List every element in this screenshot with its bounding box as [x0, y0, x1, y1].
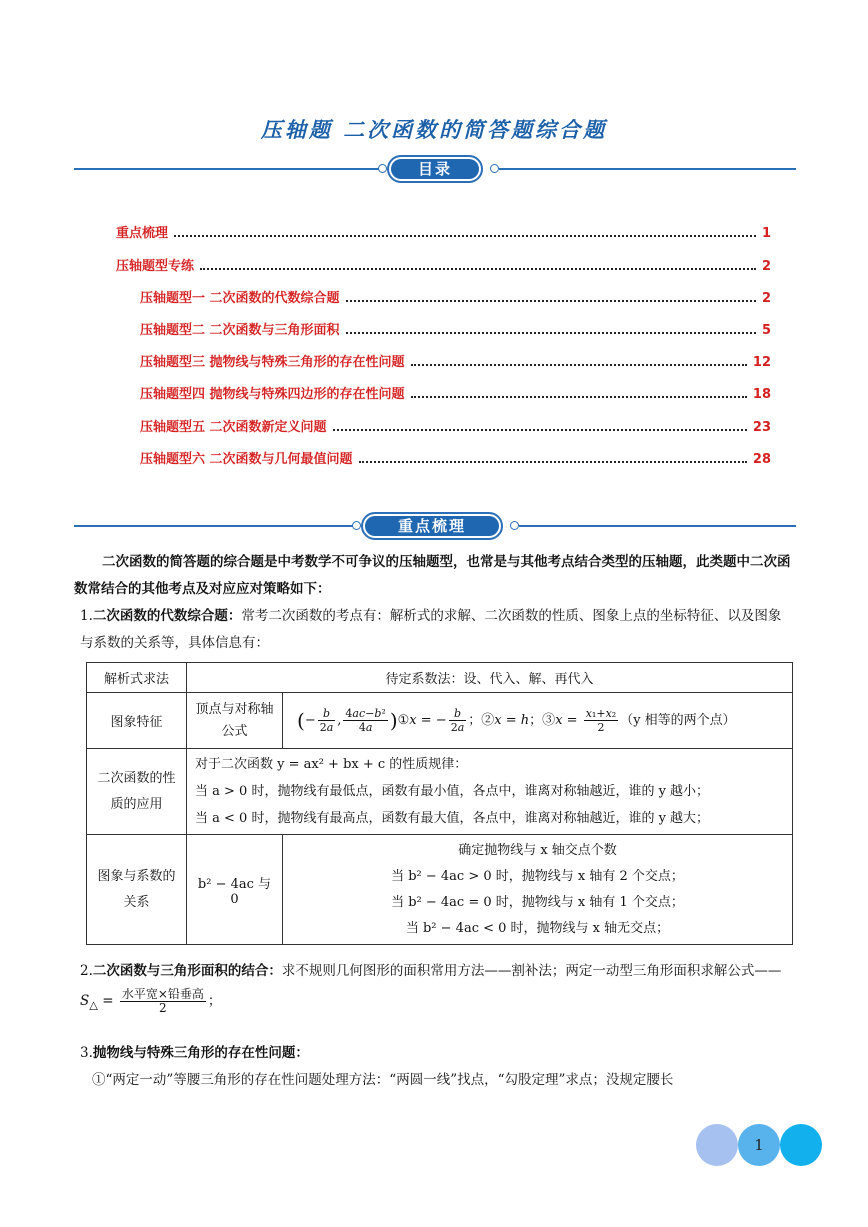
toc-banner	[74, 157, 796, 181]
toc-entry[interactable]: 重点梳理 1	[116, 226, 771, 241]
vertex-formula: (− $\frac{b}{2a}$ , $\frac{\text{4ac−b²}}{4a}$ )①x = − $\frac{b}{2a}$ ；②x = h；③x = $\frac{\text{x₁+x₂}}{2}$ （y 相等的两个点）	[283, 693, 793, 749]
table-cell-value: 对于二次函数 y = ax² + bx + c 的性质规律： 当 a > 0 时，抛物线有最低点，函数有最小值，各点中，谁离对称轴越近，谁的 y 越小； 当 a < 0 时，抛物线有最高点，函数有最大值，各点中，谁离对称轴越近，谁的 y 越大；	[187, 749, 793, 835]
toc-entry[interactable]: 压轴题型专练 2	[116, 259, 771, 274]
table-cell-sub: 顶点与对称轴公式	[187, 693, 283, 749]
item-heading: 二次函数与三角形面积的结合：	[92, 963, 282, 979]
table-cell-value: 待定系数法：设、代入、解、再代入	[187, 663, 793, 693]
item-number: 2.	[80, 963, 93, 979]
table-cell-value: 确定抛物线与 x 轴交点个数 当 b² − 4ac > 0 时，抛物线与 x 轴有 2 个交点； 当 b² − 4ac = 0 时，抛物线与 x 轴有 1 个交点； 当 b² − 4ac < 0 时，抛物线与 x 轴无交点；	[283, 835, 793, 945]
toc-banner-label: 目录	[391, 159, 479, 179]
toc-entry[interactable]: 压轴题型三 抛物线与特殊三角形的存在性问题 12	[140, 355, 771, 370]
toc-entry[interactable]: 压轴题型二 二次函数与三角形面积 5	[140, 323, 771, 338]
item-heading: 抛物线与特殊三角形的存在性问题：	[92, 1045, 309, 1061]
section-banner	[74, 514, 796, 538]
item-text: 常考二次函数的考点有：解析式的求解、二次函数的性质、图象上点的坐标特征、以及图象与系数的关系等，具体信息有：	[80, 608, 782, 651]
toc-entry[interactable]: 压轴题型一 二次函数的代数综合题 2	[140, 291, 771, 306]
toc-entry[interactable]: 压轴题型四 抛物线与特殊四边形的存在性问题 18	[140, 387, 771, 402]
document-title: 压轴题 二次函数的简答题综合题	[260, 118, 608, 142]
area-formula: $\frac{\text{水平宽×铅垂高}}{2}$	[121, 987, 204, 1015]
item-text: 求不规则几何图形的面积常用方法——割补法；两定一动型三角形面积求解公式——	[281, 963, 782, 979]
page-number-badge	[696, 1124, 822, 1166]
item-2: 2.二次函数与三角形面积的结合：求不规则几何图形的面积常用方法——割补法；两定一动型三角形面积求解公式$——S_\triangle$ = $\frac{\text{水平宽×铅垂高}}{2}$ ；	[80, 963, 782, 1015]
item-heading: 二次函数的代数综合题：	[92, 608, 242, 624]
item-1	[74, 603, 790, 657]
item-number: 1.	[80, 608, 93, 624]
page-number: 1	[754, 1136, 764, 1154]
table-cell-label: 图象特征	[87, 693, 187, 749]
info-table	[86, 662, 793, 945]
table-cell-label: 解析式求法	[87, 663, 187, 693]
table-cell-sub: b² − 4ac 与 0	[187, 835, 283, 945]
decor-circle	[696, 1124, 738, 1166]
toc-entry[interactable]: 压轴题型五 二次函数新定义问题 23	[140, 420, 771, 435]
section-banner-label: 重点梳理	[365, 516, 499, 536]
item-text: ①“两定一动”等腰三角形的存在性问题处理方法：“两圆一线”找点，“勾股定理”求点；没规定腰长	[92, 1072, 674, 1088]
item-3	[74, 1040, 790, 1094]
table-cell-label: 图象与系数的关系	[87, 835, 187, 945]
formula-tail: （y 相等的两个点）	[620, 713, 736, 728]
table-cell-label: 二次函数的性质的应用	[87, 749, 187, 835]
item-number: 3.	[80, 1045, 93, 1061]
toc-entry[interactable]: 压轴题型六 二次函数与几何最值问题 28	[140, 452, 771, 467]
decor-circle	[780, 1124, 822, 1166]
intro-paragraph: 二次函数的简答题的综合题是中考数学不可争议的压轴题型，也常是与其他考点结合类型的压轴题，此类题中二次函数常结合的其他考点及对应应对策略如下：	[74, 554, 791, 597]
